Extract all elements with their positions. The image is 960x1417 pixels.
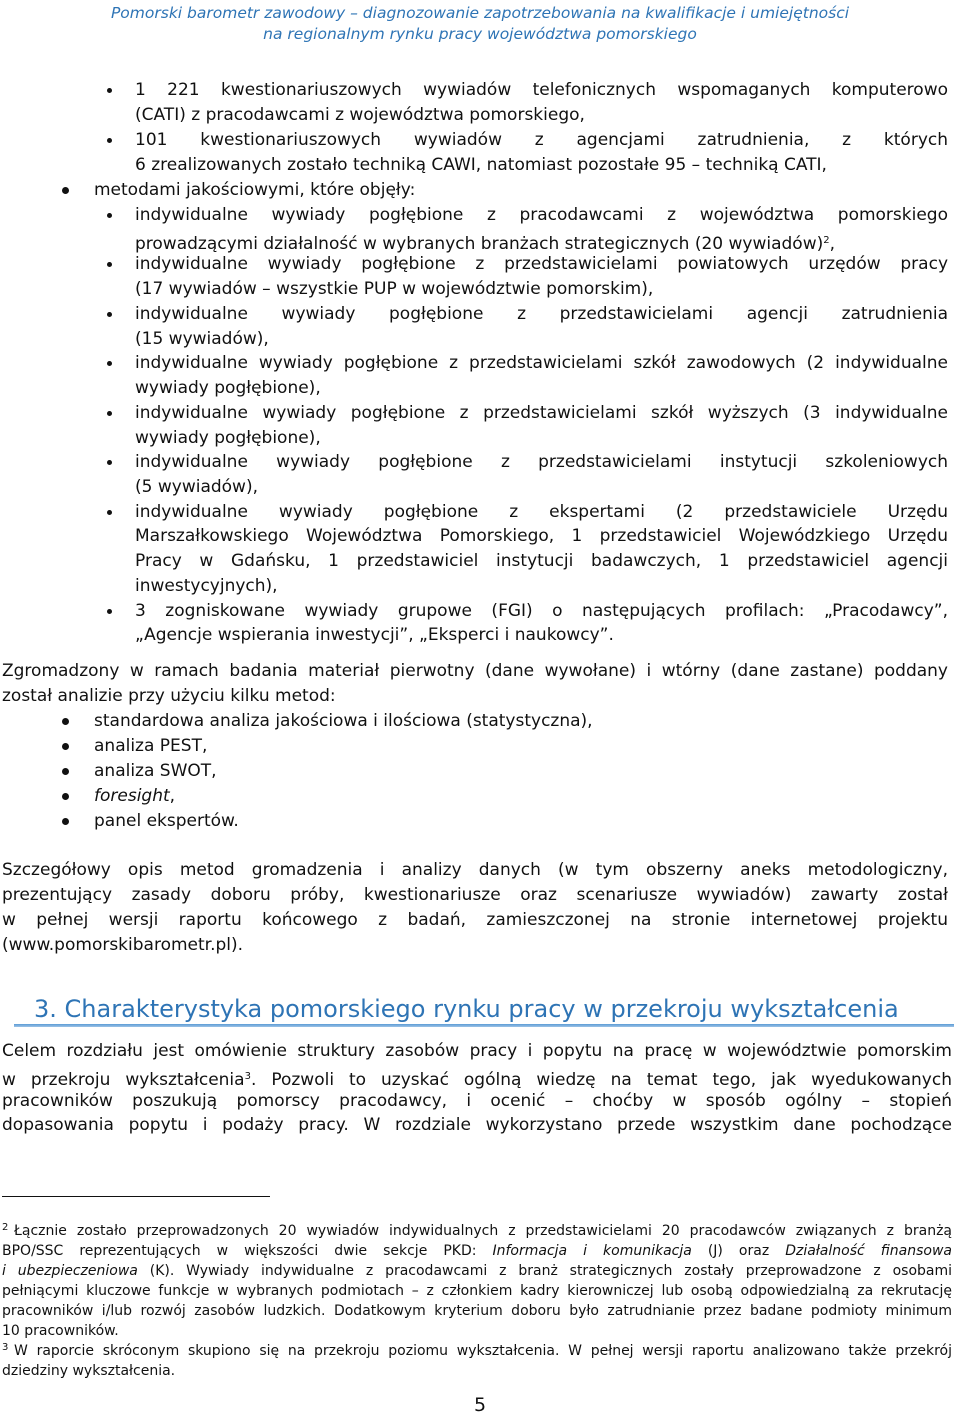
footnote-2-mark: 2: [2, 1222, 9, 1233]
list-item-pup: indywidualne wywiady pogłębione z przedstawicielami powiatowych urzędów pracy: [135, 252, 948, 277]
list-item-higher: indywidualne wywiady pogłębione z przedstawicielami szkół wyższych (3 indywidualne: [135, 401, 948, 426]
analysis-item-foresight: foresight,: [94, 784, 175, 809]
list-item-experts: indywidualne wywiady pogłębione z ekspertami (2 przedstawiciele Urzędu: [135, 500, 948, 525]
footnote-3-line-2: dziedziny wykształcenia.: [2, 1363, 176, 1379]
section-heading: [34, 994, 899, 1024]
list-item-cati: 1 221 kwestionariuszowych wywiadów telefonicznych wspomaganych komputerowo: [135, 78, 948, 103]
list-item-employers: indywidualne wywiady pogłębione z pracodawcami z województwa pomorskiego: [135, 203, 948, 228]
section-paragraph-line-1: Celem rozdziału jest omówienie struktury zasobów pracy i popytu na pracę w województwie pomorskim: [2, 1041, 952, 1061]
details-line-4: (www.pomorskibarometr.pl).: [2, 935, 244, 955]
list-item-agency: indywidualne wywiady pogłębione z przedstawicielami agencji zatrudnienia: [135, 302, 948, 327]
details-line-1: Szczegółowy opis metod gromadzenia i analizy danych (w tym obszerny aneks metodologiczny,: [2, 860, 948, 880]
footnote-separator: [2, 1196, 270, 1197]
footnote-2-line-4: pełniącymi kluczowe funkcje w wybranych podmiotach – z członkiem kadry kierowniczej lub osobą odpowiedzialną za rekrutację: [2, 1283, 952, 1299]
list-item-agencies: 101 kwestionariuszowych wywiadów z agencjami zatrudnienia, z których: [135, 128, 948, 153]
header-line-1: Pomorski barometr zawodowy – diagnozowanie zapotrzebowania na kwalifikacje i umiejętności: [110, 4, 850, 22]
running-header: [0, 3, 960, 45]
footnote-ref-2[interactable]: 2: [823, 235, 830, 246]
list-item-employers-cont: prowadzącymi działalność w wybranych branżach strategicznych (20 wywiadów)$^2$,: [135, 234, 836, 254]
analysis-item-quant: standardowa analiza jakościowa i ilościowa (statystyczna),: [94, 709, 593, 734]
analysis-intro-cont: został analizie przy użyciu kilku metod:: [2, 686, 336, 706]
list-item-higher-cont: wywiady pogłębione),: [135, 428, 321, 448]
section-number: 3.: [34, 995, 57, 1023]
list-item-fgi: 3 zogniskowane wywiady grupowe (FGI) o następujących profilach: „Pracodawcy”,: [135, 599, 948, 624]
analysis-item-swot: analiza SWOT,: [94, 759, 217, 784]
list-item-vocational-cont: wywiady pogłębione),: [135, 378, 321, 398]
section-paragraph-line-3: pracowników poszukują pomorscy pracodawcy, i ocenić – choćby w sposób ogólny – stopień: [2, 1091, 952, 1111]
footnote-2-line-2: BPO/SSC reprezentujących w większości dwie sekcje PKD: Informacja i komunikacja (J) oraz Działalność finansowa: [2, 1243, 952, 1259]
list-item-experts-cont-3: inwestycyjnych),: [135, 576, 278, 596]
analysis-item-pest: analiza PEST,: [94, 734, 207, 759]
list-item-qualitative: metodami jakościowymi, które objęły:: [94, 178, 415, 203]
list-item-pup-cont: (17 wywiadów – wszystkie PUP w województwie pomorskim),: [135, 279, 654, 299]
footnote-3-line-1: W raporcie skróconym skupiono się na przekroju poziomu wykształcenia. W pełnej wersji raportu analizowano także przekrój: [14, 1343, 952, 1359]
section-title: Charakterystyka pomorskiego rynku pracy w przekroju wykształcenia: [64, 995, 899, 1023]
page-number: 5: [473, 1394, 487, 1416]
list-item-agency-cont: (15 wywiadów),: [135, 329, 269, 349]
list-item-cati-cont: (CATI) z pracodawcami z województwa pomorskiego,: [135, 105, 585, 125]
list-item-experts-cont-2: Pracy w Gdańsku, 1 przedstawiciel instytucji badawczych, 1 przedstawiciel agencji: [135, 551, 948, 571]
list-item-fgi-cont: „Agencje wspierania inwestycji”, „Eksperci i naukowcy”.: [135, 625, 614, 645]
list-item-experts-cont-1: Marszałkowskiego Województwa Pomorskiego, 1 przedstawiciel Wojewódzkiego Urzędu: [135, 526, 948, 546]
footnote-2-line-6: 10 pracowników.: [2, 1323, 119, 1339]
header-line-2: na regionalnym rynku pracy województwa pomorskiego: [263, 25, 697, 43]
footnote-ref-3[interactable]: 3: [244, 1071, 251, 1082]
section-paragraph-line-2: w przekroju wykształcenia$^3$. Pozwoli to uzyskać ogólną wiedzę na temat tego, jak wyedukowanych: [2, 1070, 952, 1090]
list-item-vocational: indywidualne wywiady pogłębione z przedstawicielami szkół zawodowych (2 indywidualne: [135, 351, 948, 376]
footnote-2-line-3: i ubezpieczeniowa (K). Wywiady indywidualne z pracodawcami z branż strategicznych zostały przeprowadzone z osobami: [2, 1263, 953, 1279]
list-item-training-cont: (5 wywiadów),: [135, 477, 258, 497]
details-line-3: w pełnej wersji raportu końcowego z badań, zamieszczonej na stronie internetowej projektu: [2, 910, 948, 930]
footnote-2-line-5: pracowników i/lub rozwój zasobów ludzkich. Dodatkowym kryterium doboru było zatrudnianie przez badane podmioty minimum: [2, 1303, 952, 1319]
section-underline: [14, 1024, 954, 1027]
footnote-2-line-1: Łącznie zostało przeprowadzonych 20 wywiadów indywidualnych z przedstawicielami 20 pracodawców związanych z branżą: [14, 1223, 952, 1239]
list-item-training: indywidualne wywiady pogłębione z przedstawicielami instytucji szkoleniowych: [135, 450, 948, 475]
details-line-2: prezentujący zasady doboru próby, kwestionariusze oraz scenariusze wywiadów) zawarty został: [2, 885, 948, 905]
section-paragraph-line-4: dopasowania popytu i podaży pracy. W rozdziale wykorzystano przede wszystkim dane pochodzące: [2, 1115, 952, 1135]
footnote-3-mark: 3: [2, 1342, 9, 1353]
analysis-item-panel: panel ekspertów.: [94, 809, 239, 834]
list-item-agencies-cont: 6 zrealizowanych zostało techniką CAWI, natomiast pozostałe 95 – techniką CATI,: [135, 155, 827, 175]
analysis-intro: Zgromadzony w ramach badania materiał pierwotny (dane wywołane) i wtórny (dane zastane) poddany: [2, 661, 948, 681]
